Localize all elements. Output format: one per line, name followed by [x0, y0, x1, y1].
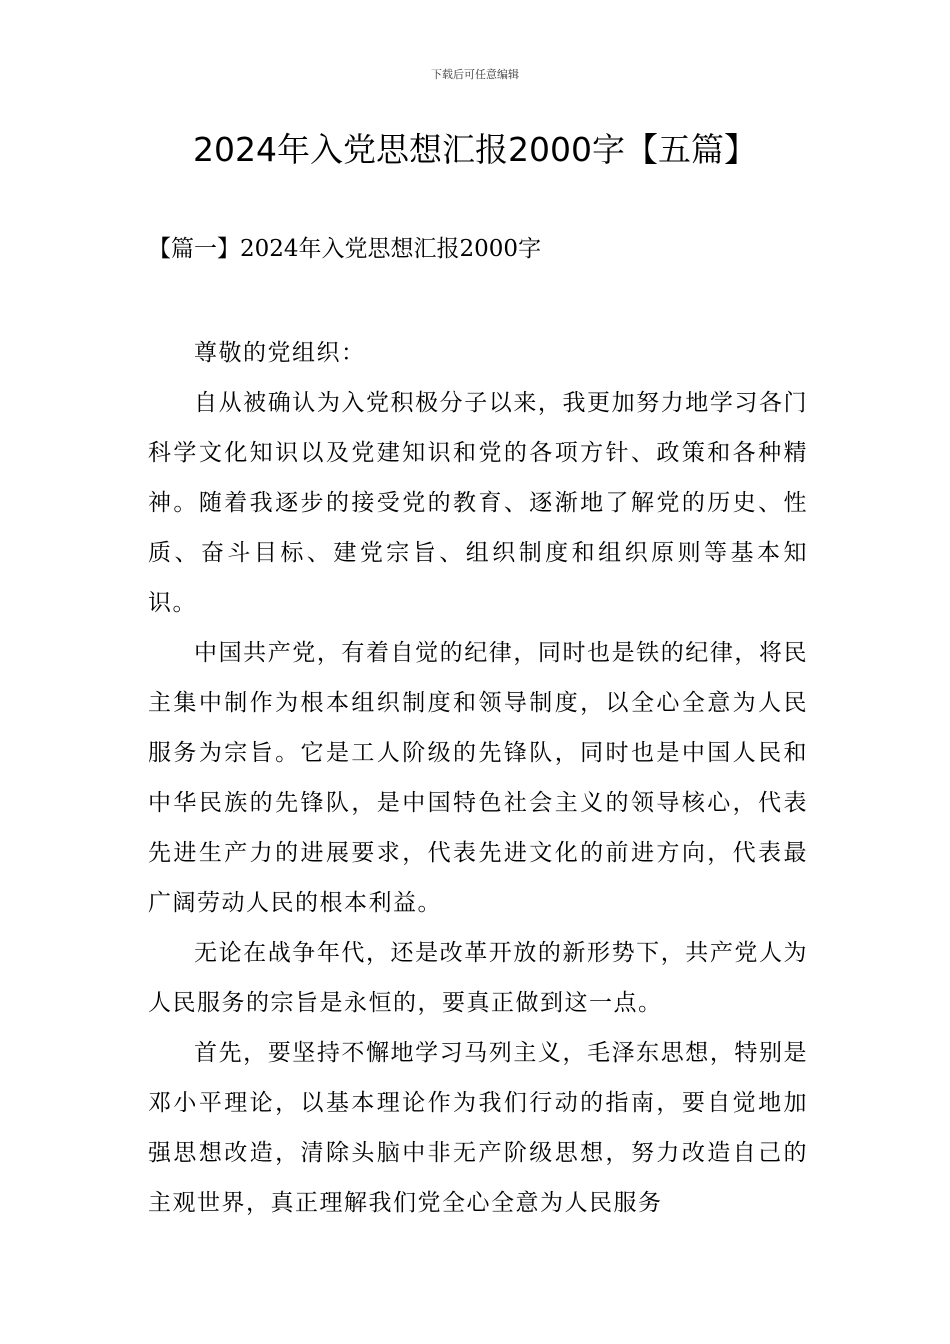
section-heading: 【篇一】2024年入党思想汇报2000字: [148, 236, 542, 262]
paragraph-salutation: 尊敬的党组织：: [194, 340, 366, 366]
document-title: 2024年入党思想汇报2000字【五篇】: [193, 130, 757, 169]
paragraph: 自从被确认为入党积极分子以来，我更加努力地学习各门科学文化知识以及党建知识和党的各项方针、政策和各种精神。随着我逐步的接受党的教育、逐渐地了解党的历史、性质、奋斗目标、建党宗旨、组织制度和组织原则等基本知识。: [148, 390, 808, 616]
document-body: [148, 328, 808, 1228]
header-note: 下载后可任意编辑: [431, 68, 519, 81]
paragraph: 首先，要坚持不懈地学习马列主义，毛泽东思想，特别是邓小平理论，以基本理论作为我们行动的指南，要自觉地加强思想改造，清除头脑中非无产阶级思想，努力改造自己的主观世界，真正理解我们党全心全意为人民服务: [148, 1040, 808, 1216]
paragraph: 无论在战争年代，还是改革开放的新形势下，共产党人为人民服务的宗旨是永恒的，要真正做到这一点。: [148, 940, 808, 1016]
paragraph: 中国共产党，有着自觉的纪律，同时也是铁的纪律，将民主集中制作为根本组织制度和领导制度，以全心全意为人民服务为宗旨。它是工人阶级的先锋队，同时也是中国人民和中华民族的先锋队，是中国特色社会主义的领导核心，代表先进生产力的进展要求，代表先进文化的前进方向，代表最广阔劳动人民的根本利益。: [148, 640, 808, 916]
